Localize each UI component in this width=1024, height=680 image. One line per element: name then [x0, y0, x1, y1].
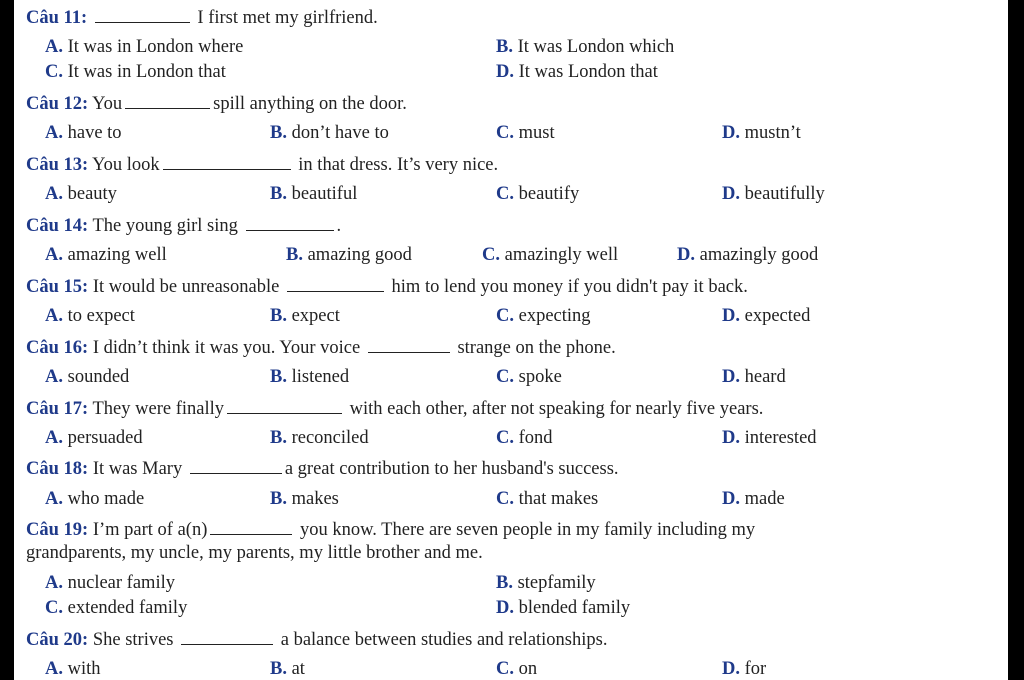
option-key: C.	[496, 659, 514, 679]
option-key: A.	[45, 245, 63, 265]
answer-option[interactable]	[722, 183, 825, 205]
option-key: C.	[45, 62, 63, 82]
option-text: amazingly good	[699, 245, 819, 265]
answer-option[interactable]	[270, 305, 340, 327]
option-text: stepfamily	[517, 573, 596, 593]
answer-option[interactable]	[270, 366, 349, 388]
question-stem	[26, 457, 619, 480]
question-text-after: strange on the phone.	[457, 338, 616, 358]
option-key: C.	[496, 184, 514, 204]
answer-option[interactable]	[496, 572, 596, 594]
option-key: C.	[45, 598, 63, 618]
blank-line[interactable]	[287, 275, 384, 292]
answer-option[interactable]	[45, 305, 135, 327]
question-text-after: you know. There are seven people in my family including my	[299, 520, 756, 540]
option-key: D.	[722, 184, 740, 204]
option-text: makes	[291, 489, 339, 509]
option-text: have to	[67, 123, 122, 143]
option-text: amazing good	[307, 245, 412, 265]
question-label: Câu 18:	[26, 459, 89, 479]
blank-line[interactable]	[246, 214, 334, 231]
question-text-before: I didn’t think it was you. Your voice	[92, 338, 361, 358]
answer-option[interactable]	[45, 597, 187, 619]
option-key: A.	[45, 184, 63, 204]
question-text-after: a balance between studies and relationships.	[280, 630, 608, 650]
option-text: beautify	[518, 184, 580, 204]
option-text: expect	[291, 306, 340, 326]
question-text-after: .	[336, 216, 342, 236]
question-label: Câu 16:	[26, 338, 89, 358]
answer-option[interactable]	[482, 244, 618, 266]
question-text-before: You	[92, 94, 123, 114]
option-key: A.	[45, 489, 63, 509]
answer-option[interactable]	[270, 183, 357, 205]
option-text: for	[744, 659, 767, 679]
option-text: extended family	[67, 598, 188, 618]
option-text: amazingly well	[504, 245, 619, 265]
answer-option[interactable]	[270, 658, 305, 680]
question-stem	[26, 6, 378, 29]
option-key: B.	[270, 367, 287, 387]
option-key: B.	[270, 489, 287, 509]
question-text-after: a great contribution to her husband's success.	[284, 459, 619, 479]
answer-option[interactable]	[496, 658, 537, 680]
option-key: A.	[45, 123, 63, 143]
answer-option[interactable]	[45, 122, 122, 144]
answer-option[interactable]	[45, 488, 144, 510]
answer-option[interactable]	[496, 183, 579, 205]
option-text: listened	[291, 367, 350, 387]
option-text: It was in London where	[67, 37, 244, 57]
question-label: Câu 17:	[26, 399, 89, 419]
question-stem	[26, 153, 498, 176]
option-key: D.	[722, 123, 740, 143]
option-key: C.	[496, 306, 514, 326]
blank-line[interactable]	[95, 6, 190, 23]
question-stem	[26, 336, 616, 359]
blank-line[interactable]	[210, 518, 292, 535]
option-text: It was London that	[518, 62, 658, 82]
option-key: C.	[496, 489, 514, 509]
option-text: blended family	[518, 598, 631, 618]
blank-line[interactable]	[227, 397, 342, 414]
option-key: A.	[45, 573, 63, 593]
answer-option[interactable]	[45, 572, 175, 594]
answer-option[interactable]	[496, 427, 553, 449]
answer-option[interactable]	[722, 305, 810, 327]
question-text-before: It was Mary	[92, 459, 183, 479]
option-text: nuclear family	[67, 573, 175, 593]
option-text: fond	[518, 428, 553, 448]
answer-option[interactable]	[45, 61, 226, 83]
question-stem	[26, 214, 341, 237]
option-key: A.	[45, 306, 63, 326]
option-text: on	[518, 659, 538, 679]
answer-option[interactable]	[496, 488, 598, 510]
answer-option[interactable]	[677, 244, 818, 266]
option-key: D.	[722, 428, 740, 448]
question-stem	[26, 518, 756, 563]
question-label: Câu 11:	[26, 8, 88, 28]
option-text: reconciled	[291, 428, 369, 448]
answer-option[interactable]	[722, 122, 801, 144]
answer-option[interactable]	[45, 427, 143, 449]
question-label: Câu 19:	[26, 520, 89, 540]
option-key: C.	[496, 367, 514, 387]
question-stem	[26, 397, 763, 420]
option-text: It was London which	[517, 37, 675, 57]
option-key: C.	[496, 123, 514, 143]
question-text-before: The young girl sing	[92, 216, 238, 236]
option-key: D.	[722, 659, 740, 679]
option-text: who made	[67, 489, 145, 509]
option-text: made	[744, 489, 785, 509]
answer-option[interactable]	[45, 244, 167, 266]
answer-option[interactable]	[45, 183, 117, 205]
blank-line[interactable]	[368, 336, 450, 353]
option-text: mustn’t	[744, 123, 801, 143]
option-text: spoke	[518, 367, 562, 387]
answer-option[interactable]	[496, 366, 562, 388]
question-text-after: him to lend you money if you didn't pay it back.	[391, 277, 748, 297]
question-text-after: with each other, after not speaking for nearly five years.	[349, 399, 764, 419]
question-label: Câu 12:	[26, 94, 89, 114]
answer-option[interactable]	[722, 488, 785, 510]
option-text: don’t have to	[291, 123, 389, 143]
answer-option[interactable]	[722, 658, 766, 680]
answer-option[interactable]	[722, 427, 817, 449]
option-text: that makes	[518, 489, 599, 509]
answer-option[interactable]	[45, 36, 243, 58]
option-text: with	[67, 659, 101, 679]
question-stem	[26, 275, 748, 298]
question-text-before: They were finally	[92, 399, 224, 419]
option-key: B.	[270, 184, 287, 204]
question-stem	[26, 92, 407, 115]
option-key: A.	[45, 428, 63, 448]
question-label: Câu 20:	[26, 630, 89, 650]
answer-option[interactable]	[45, 366, 129, 388]
option-key: B.	[496, 573, 513, 593]
option-key: D.	[677, 245, 695, 265]
answer-option[interactable]	[45, 658, 101, 680]
answer-option[interactable]	[270, 427, 369, 449]
option-text: beautifully	[744, 184, 825, 204]
option-key: D.	[496, 598, 514, 618]
option-text: beautiful	[291, 184, 358, 204]
question-text-continuation: grandparents, my uncle, my parents, my little brother and me.	[26, 543, 483, 563]
question-text-before: I’m part of a(n)	[92, 520, 208, 540]
option-text: amazing well	[67, 245, 167, 265]
answer-option[interactable]	[496, 61, 658, 83]
blank-line[interactable]	[190, 457, 282, 474]
question-text-before: She strives	[92, 630, 174, 650]
answer-option[interactable]	[722, 366, 786, 388]
option-text: sounded	[67, 367, 130, 387]
option-key: B.	[286, 245, 303, 265]
question-label: Câu 14:	[26, 216, 89, 236]
answer-option[interactable]	[270, 122, 389, 144]
option-key: A.	[45, 367, 63, 387]
option-text: must	[518, 123, 555, 143]
option-key: B.	[270, 428, 287, 448]
answer-option[interactable]	[496, 122, 555, 144]
option-text: persuaded	[67, 428, 143, 448]
option-text: expecting	[518, 306, 591, 326]
option-key: B.	[496, 37, 513, 57]
question-stem	[26, 628, 607, 651]
option-text: heard	[744, 367, 786, 387]
option-key: D.	[496, 62, 514, 82]
option-text: at	[291, 659, 305, 679]
exam-page	[14, 0, 1008, 680]
option-key: A.	[45, 659, 63, 679]
blank-line[interactable]	[125, 92, 210, 109]
question-text-after: spill anything on the door.	[213, 94, 407, 114]
option-key: C.	[496, 428, 514, 448]
question-text-after: in that dress. It’s very nice.	[298, 155, 499, 175]
question-text-before: It would be unreasonable	[92, 277, 280, 297]
answer-option[interactable]	[496, 305, 591, 327]
question-text-before: You look	[92, 155, 160, 175]
option-key: D.	[722, 306, 740, 326]
blank-line[interactable]	[163, 153, 291, 170]
answer-option[interactable]	[496, 597, 630, 619]
option-key: D.	[722, 489, 740, 509]
answer-option[interactable]	[286, 244, 412, 266]
question-label: Câu 13:	[26, 155, 89, 175]
answer-option[interactable]	[496, 36, 674, 58]
option-text: to expect	[67, 306, 135, 326]
blank-line[interactable]	[181, 628, 273, 645]
option-text: It was in London that	[67, 62, 226, 82]
question-label: Câu 15:	[26, 277, 89, 297]
option-key: B.	[270, 659, 287, 679]
option-text: interested	[744, 428, 817, 448]
option-key: A.	[45, 37, 63, 57]
question-text-after: I first met my girlfriend.	[197, 8, 378, 28]
answer-option[interactable]	[270, 488, 339, 510]
option-text: beauty	[67, 184, 117, 204]
option-key: C.	[482, 245, 500, 265]
option-key: B.	[270, 306, 287, 326]
option-text: expected	[744, 306, 811, 326]
option-key: B.	[270, 123, 287, 143]
option-key: D.	[722, 367, 740, 387]
